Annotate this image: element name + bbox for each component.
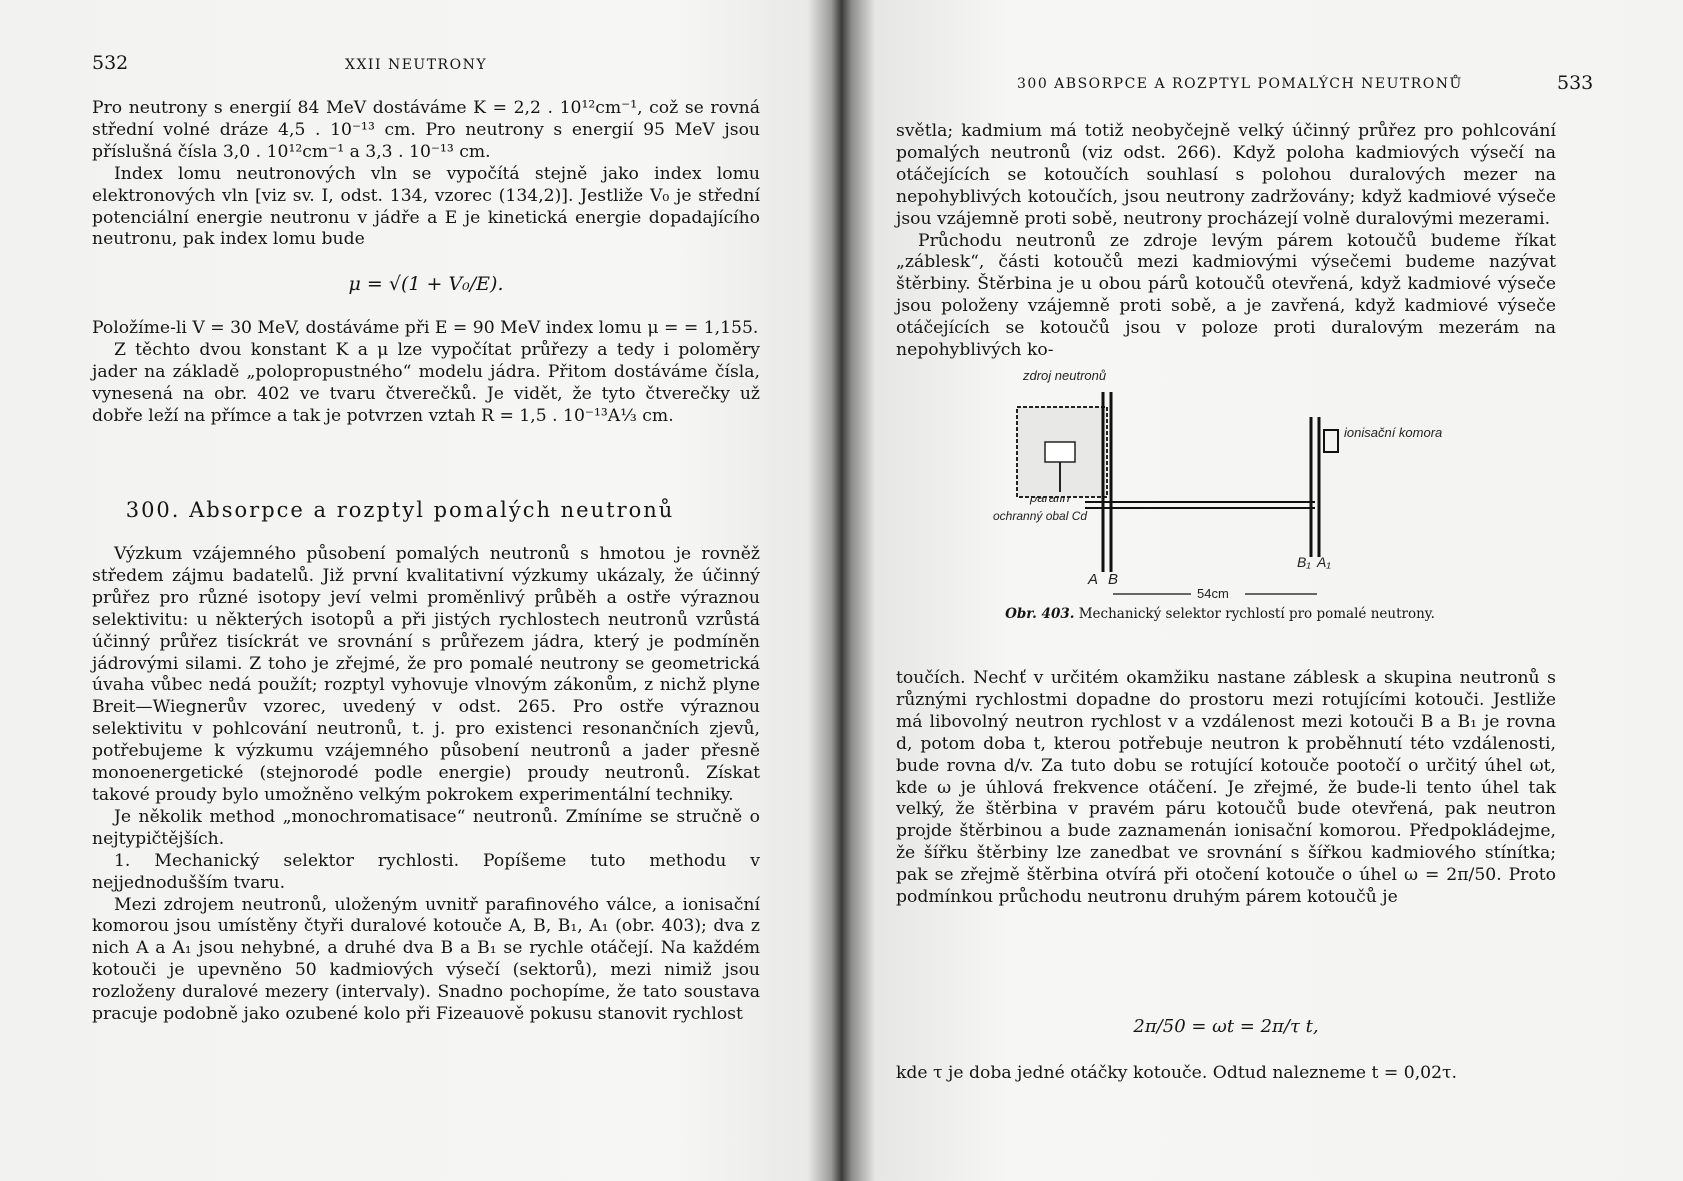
paragraph: Položíme-li V = 30 MeV, dostáváme při E = 90 MeV index lomu μ = = 1,155. (92, 318, 759, 338)
figure-caption (950, 606, 1490, 622)
paragraph: Pro neutrony s energií 84 MeV dostáváme K = 2,2 . 10¹²cm⁻¹, což se rovná střední volné dráze 4,5 . 10⁻¹³ cm. Pro neutrony s energií 95 MeV jsou příslušná čísla 3,0 . 10¹²cm⁻¹ a 3,3 . 10⁻¹³ cm. (92, 98, 760, 162)
paragraph: Z těchto dvou konstant K a μ lze vypočítat průřezy a tedy i poloměry jader na základě „polopropustného“ modelu jádra. Přitom dostáváme čísla, vynesená na obr. 402 ve tvaru čtverečků. Je vidět, že tyto čtverečky už dobře leží na přímce a tak je potvrzen vztah R = 1,5 . 10⁻¹³A⅓ cm. (92, 339, 760, 426)
selector-figure (955, 362, 1475, 607)
right-page (860, 0, 1683, 1181)
text-block-2 (896, 668, 1556, 909)
page-number: 532 (92, 52, 129, 74)
running-head: XXII NEUTRONY (345, 57, 488, 73)
page-number: 533 (1557, 72, 1594, 94)
caption-number: Obr. 403. (1005, 606, 1075, 622)
paragraph: Index lomu neutronových vln se vypočítá stejně jako index lomu elektronových vln [viz sv. I, odst. 134, vzorec (134,2)]. Jestliže V₀ je střední potenciální energie neutronu v jádře a E je kinetická energie dopadajícího neutronu, pak index lomu bude (92, 163, 760, 250)
ionisation-chamber (1324, 430, 1338, 452)
label-A: A (1088, 571, 1099, 588)
label-source: zdroj neutronů (1023, 368, 1107, 383)
text-block-3: kde τ je doba jedné otáčky kotouče. Odtud nalezneme t = 0,02τ. (896, 1063, 1458, 1083)
label-chamber: ionisační komora (1344, 425, 1443, 440)
section-heading: 300. Absorpce a rozptyl pomalých neutronů (125, 498, 675, 522)
paragraph: toučích. Nechť v určitém okamžiku nastane záblesk a skupina neutronů s různými rychlostmi dopadne do prostoru mezi rotujícími kotouči. Jestliže má libovolný neutron rychlost v a vzdálenost mezi kotouči B a B₁ je rovna d, potom doba t, kterou potřebuje neutron k proběhnutí této vzdálenosti, bude rovna d/v. Za tuto dobu se rotující kotouče pootočí o určitý úhel ωt, kde ω je úhlová frekvence otáčení. Je zřejmé, že bude-li tento úhel tak velký, že štěrbina v pravém páru kotoučů bude otevřená, pak neutron projde štěrbinou a bude zaznamenán ionisační komorou. Předpokládejme, že šířku štěrbiny lze zanedbat ve srovnání s šířkou kadmiového stínítka; pak se zřejmě štěrbina otvírá při otočení kotouče o úhel ω = 2π/50. Proto podmínkou průchodu neutronu druhým párem kotoučů je (896, 668, 1556, 908)
text-block-1 (896, 121, 1556, 362)
paragraph: Průchodu neutronů ze zdroje levým párem kotoučů budeme říkat „záblesk“, části kotoučů mezi kadmiovými výsečemi budeme nazývat štěrbiny. Štěrbina je u obou párů kotoučů otevřená, když kadmiové výseče jsou položeny vzájemně proti sobě, a je zavřená, když kadmiové výseče otáčejících se kotoučů jsou v poloze proti duralovým mezerám na nepohyblivých ko- (896, 230, 1556, 361)
label-distance: 54cm (1197, 586, 1229, 601)
text-block-3 (92, 544, 760, 1026)
label-A1: A₁ (1317, 554, 1331, 570)
label-B1: B₁ (1297, 554, 1311, 570)
label-B: B (1108, 571, 1119, 588)
paragraph: světla; kadmium má totiž neobyčejně velký účinný průřez pro pohlcování pomalých neutronů (viz odst. 266). Když poloha kadmiových výsečí na otáčejících se kotoučích souhlasí s polohou duralových mezer na nepohyblivých kotoučích, jsou neutrony zadržovány; když kadmiové výseče jsou vzájemně proti sobě, neutrony procházejí volně duralovými mezerami. (896, 121, 1556, 229)
label-shield: ochranný obal Cd (993, 509, 1088, 523)
paragraph: Je několik method „monochromatisace“ neutronů. Zmíníme se stručně o nejtypičtějších. (92, 806, 760, 849)
equation: 2π/50 = ωt = 2π/τ t, (1133, 1016, 1319, 1037)
text-block-1 (92, 98, 760, 251)
paragraph: Mezi zdrojem neutronů, uloženým uvnitř parafinového válce, a ionisační komorou jsou umístěny čtyři duralové kotouče A, B, B₁, A₁ (obr. 403); dva z nich A a A₁ jsou nehybné, a druhé dva B a B₁ se rychle otáčejí. Na každém kotouči je upevněno 50 kadmiových výsečí (sektorů), mezi nimiž jsou rozloženy duralové mezery (intervaly). Snadno pochopíme, že tato soustava pracuje podobně jako ozubené kolo při Fizeauově pokusu stanovit rychlost (92, 894, 760, 1025)
caption-text: Mechanický selektor rychlostí pro pomalé neutrony. (1078, 606, 1435, 622)
text-block-2 (92, 318, 760, 428)
running-head: 300 ABSORPCE A ROZPTYL POMALÝCH NEUTRONŮ (1017, 76, 1463, 92)
paragraph: Výzkum vzájemného působení pomalých neutronů s hmotou je rovněž středem zájmu badatelů. Již první kvalitativní výzkumy ukázaly, že účinný průřez pro různé isotopy jeví velmi proměnlivý průběh a ostře výraznou selektivitu: u některých isotopů a při jistých rychlostech neutronů vzrůstá účinný průřez tisíckrát ve srovnání s průřezem jádra, který je podmíněn jádrovými silami. Z toho je zřejmé, že pro pomalé neutrony se geometrická úvaha vůbec nedá použít; rozptyl vyhovuje vlnovým zákonům, z nichž plyne Breit—Wiegnerův vzorec, uvedený v odst. 265. Pro ostře výraznou selektivitu v pohlcování neutronů, t. j. pro existenci resonančních zjevů, potřebujeme k výzkumu vzájemného působení neutronů a jader přesně monoenergetické (stejnorodé podle energie) proudy neutronů. Získat takové proudy bylo umožněno velkým pokrokem experimentální techniky. (92, 544, 760, 805)
paragraph: 1. Mechanický selektor rychlosti. Popíšeme tuto methodu v nejjednodušším tvaru. (92, 850, 760, 893)
equation: μ = √(1 + V₀/E). (348, 273, 504, 295)
source-cell (1045, 442, 1075, 462)
left-page (0, 0, 815, 1181)
